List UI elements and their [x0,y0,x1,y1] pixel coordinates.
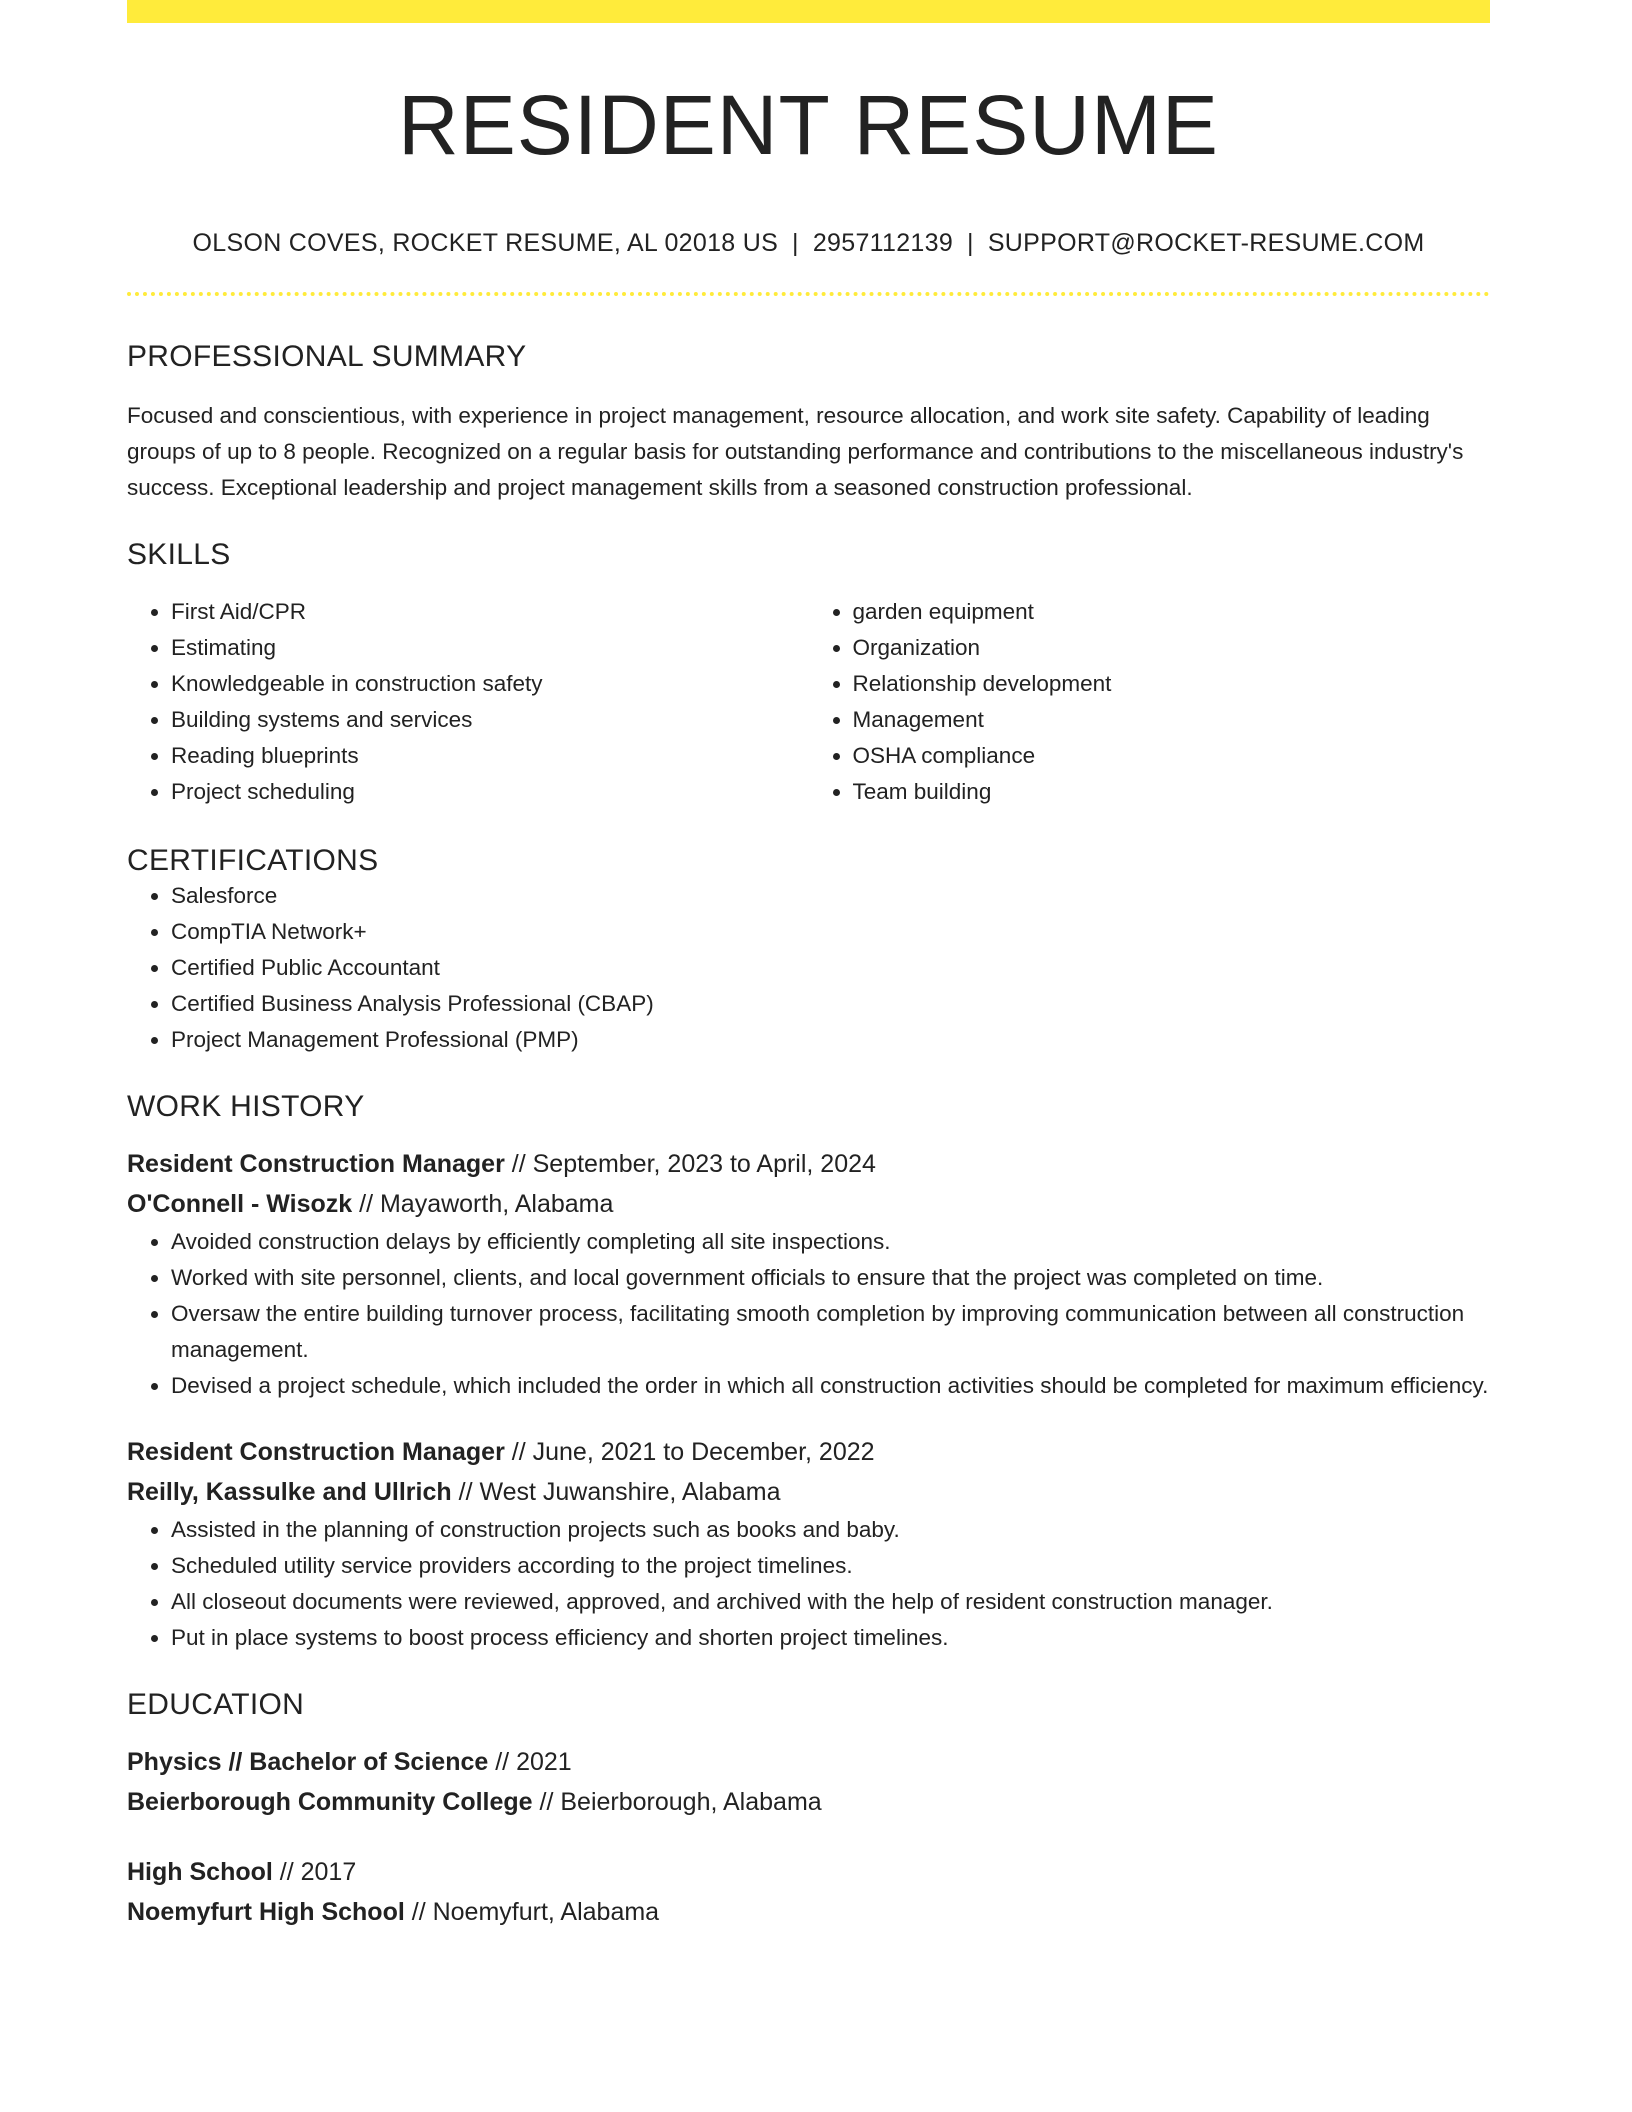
summary-heading: PROFESSIONAL SUMMARY [127,340,527,373]
job-company-line [127,1472,1490,1512]
skill-item: • OSHA compliance [853,738,1491,774]
contact-separator: | [967,229,974,257]
contact-separator: | [792,229,799,257]
job-title-line [127,1144,1490,1184]
contact-address: OLSON COVES, ROCKET RESUME, AL 02018 US [192,229,779,257]
skill-item: • Project scheduling [171,774,809,810]
job-dates: // June, 2021 to December, 2022 [511,1438,875,1466]
certifications-heading: CERTIFICATIONS [127,844,379,877]
education-school: Noemyfurt High School [127,1898,405,1926]
education-degree-line [127,1852,1490,1892]
summary-text: Focused and conscientious, with experience in project management, resource allocation, and work site safety. Capability of leading groups of up to 8 people. Recognized on a regular basis for outstanding performance and contributions to the miscellaneous industry's success. Exceptional leadership and project management skills from a seasoned construction professional. [127,403,1464,500]
skill-item: • Team building [853,774,1491,810]
skills-heading: SKILLS [127,538,231,571]
certifications-list [127,878,1490,1058]
job-bullet: • Avoided construction delays by efficiently completing all site inspections. [171,1224,1490,1260]
education-location: // Noemyfurt, Alabama [411,1898,660,1926]
job-company: Reilly, Kassulke and Ullrich [127,1478,452,1506]
certification-item: • Certified Public Accountant [171,950,1490,986]
education-school-line [127,1782,1490,1822]
certification-item: • CompTIA Network+ [171,914,1490,950]
skill-item: • Management [853,702,1491,738]
job-dates: // September, 2023 to April, 2024 [511,1150,876,1178]
accent-top-bar [127,0,1490,23]
skills-columns [127,594,1490,810]
education-degree: High School [127,1858,273,1886]
resume-name: RESIDENT RESUME [398,78,1219,172]
skill-item: • Relationship development [853,666,1491,702]
contact-email: SUPPORT@ROCKET-RESUME.COM [987,229,1425,257]
skill-item: • Building systems and services [171,702,809,738]
education-school-line [127,1892,1490,1932]
skill-item: • First Aid/CPR [171,594,809,630]
resume-page [127,0,1490,1932]
skill-item: • Organization [853,630,1491,666]
job-bullet: • Worked with site personnel, clients, and local government officials to ensure that the project was completed on time. [171,1260,1490,1296]
job-bullets [127,1224,1490,1404]
job-title-line [127,1432,1490,1472]
job-bullet: • Oversaw the entire building turnover process, facilitating smooth completion by improving communication between all construction management. [171,1296,1490,1368]
certification-item: • Project Management Professional (PMP) [171,1022,1490,1058]
job-company: O'Connell - Wisozk [127,1190,353,1218]
job-company-line [127,1184,1490,1224]
contact-line [127,229,1490,258]
work-history-heading: WORK HISTORY [127,1090,365,1123]
job-role: Resident Construction Manager [127,1438,505,1466]
job-bullet: • Assisted in the planning of construction projects such as books and baby. [171,1512,1490,1548]
job-bullet: • All closeout documents were reviewed, approved, and archived with the help of resident construction manager. [171,1584,1490,1620]
skill-item: • Reading blueprints [171,738,809,774]
job-bullet: • Put in place systems to boost process efficiency and shorten project timelines. [171,1620,1490,1656]
job-bullet: • Devised a project schedule, which included the order in which all construction activities should be completed for maximum efficiency. [171,1368,1490,1404]
job-role: Resident Construction Manager [127,1150,505,1178]
job-bullet: • Scheduled utility service providers according to the project timelines. [171,1548,1490,1584]
certification-item: • Certified Business Analysis Professional (CBAP) [171,986,1490,1022]
dotted-divider [127,292,1490,296]
skill-item: • Estimating [171,630,809,666]
certification-item: • Salesforce [171,878,1490,914]
skills-list-right [809,594,1491,810]
education-degree-line [127,1742,1490,1782]
education-school: Beierborough Community College [127,1788,533,1816]
job-bullets [127,1512,1490,1656]
education-year: // 2021 [495,1748,572,1776]
skill-item: • garden equipment [853,594,1491,630]
job-location: // West Juwanshire, Alabama [458,1478,781,1506]
job-location: // Mayaworth, Alabama [359,1190,614,1218]
education-degree: Physics // Bachelor of Science [127,1748,489,1776]
contact-phone: 2957112139 [812,229,954,257]
education-location: // Beierborough, Alabama [539,1788,822,1816]
education-heading: EDUCATION [127,1688,305,1721]
skill-item: • Knowledgeable in construction safety [171,666,809,702]
education-year: // 2017 [279,1858,357,1886]
skills-list-left [127,594,809,810]
